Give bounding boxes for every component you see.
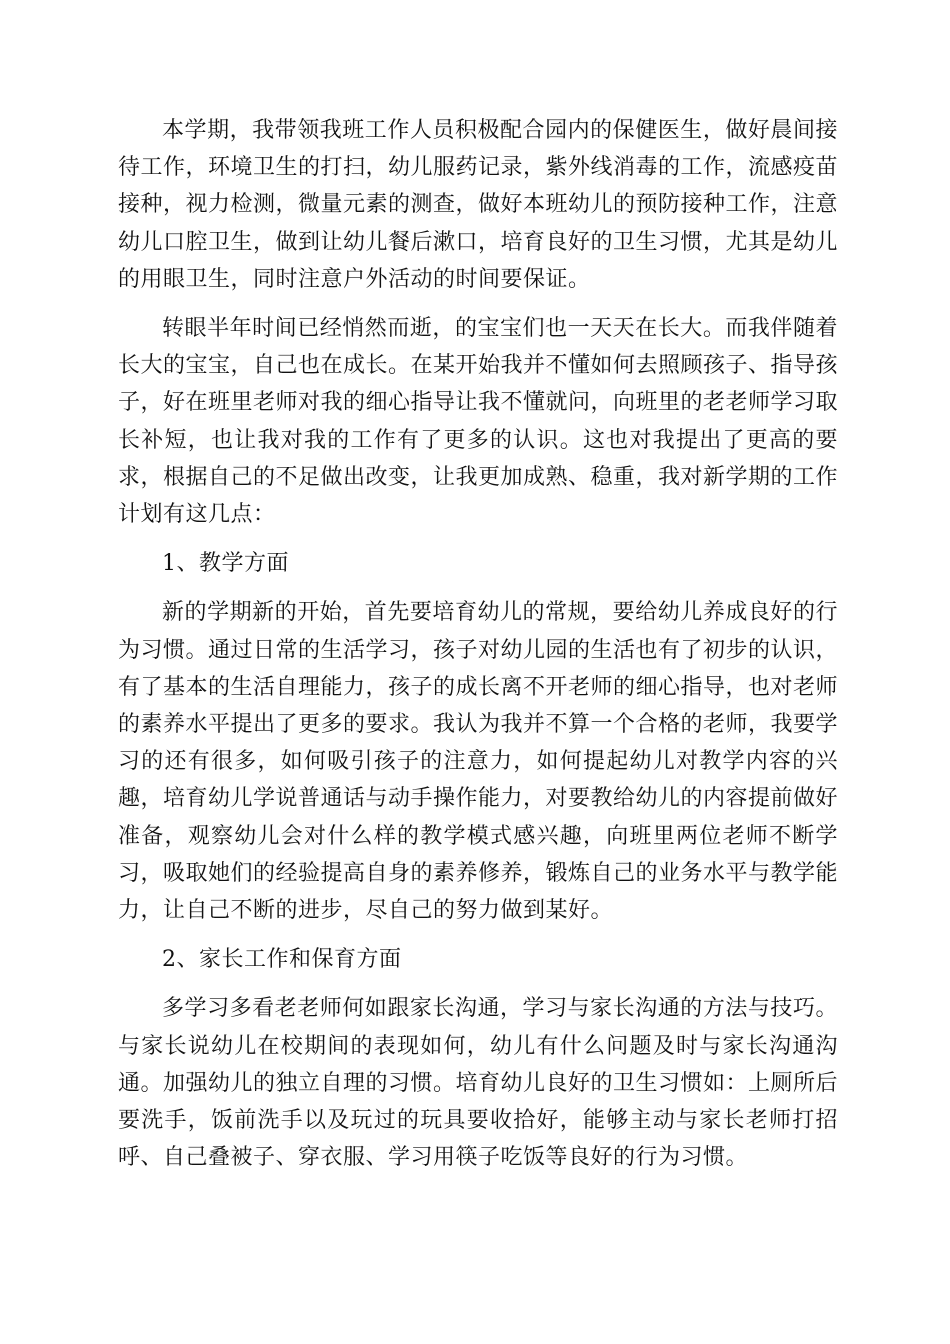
paragraph-parents-care: 多学习多看老老师何如跟家长沟通，学习与家长沟通的方法与技巧。与家长说幼儿在校期间的表现如何，幼儿有什么问题及时与家长沟通沟通。加强幼儿的独立自理的习惯。培育幼儿良好的卫生习惯如：上厕所后要洗手，饭前洗手以及玩过的玩具要收拾好，能够主动与家长老师打招呼、自己叠被子、穿衣服、学习用筷子吃饭等良好的行为习惯。 (118, 996, 839, 1171)
section-heading-teaching: 1、教学方面 (162, 551, 289, 577)
paragraph-reflection: 转眼半年时间已经悄然而逝，的宝宝们也一天天在长大。而我伴随着长大的宝宝，自己也在成长。在某开始我并不懂如何去照顾孩子、指导孩子，好在班里老师对我的细心指导让我不懂就问，向班里的老老师学习取长补短，也让我对我的工作有了更多的认识。这也对我提出了更高的要求，根据自己的不足做出改变，让我更加成熟、稳重，我对新学期的工作计划有这几点： (118, 316, 839, 528)
paragraph-health-work: 本学期，我带领我班工作人员积极配合园内的保健医生，做好晨间接待工作，环境卫生的打扫，幼儿服药记录，紫外线消毒的工作，流感疫苗接种，视力检测，微量元素的测查，做好本班幼儿的预防接种工作，注意幼儿口腔卫生，做到让幼儿餐后漱口，培育良好的卫生习惯，尤其是幼儿的用眼卫生，同时注意户外活动的时间要保证。 (118, 118, 839, 292)
section-heading-parents-care: 2、家长工作和保育方面 (162, 947, 402, 973)
paragraph-teaching: 新的学期新的开始，首先要培育幼儿的常规，要给幼儿养成良好的行为习惯。通过日常的生活学习，孩子对幼儿园的生活也有了初步的认识，有了基本的生活自理能力，孩子的成长离不开老师的细心指导，也对老师的素养水平提出了更多的要求。我认为我并不算一个合格的老师，我要学习的还有很多，如何吸引孩子的注意力，如何提起幼儿对教学内容的兴趣，培育幼儿学说普通话与动手操作能力，对要教给幼儿的内容提前做好准备，观察幼儿会对什么样的教学模式感兴趣，向班里两位老师不断学习，吸取她们的经验提高自身的素养修养，锻炼自己的业务水平与教学能力，让自己不断的进步，尽自己的努力做到某好。 (118, 600, 839, 924)
document-page (118, 112, 838, 1176)
